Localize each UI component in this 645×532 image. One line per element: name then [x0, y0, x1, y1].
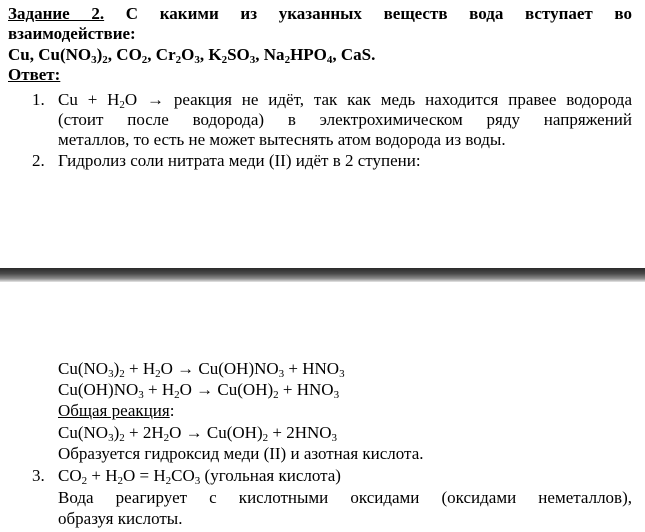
item-number-2: 2. [32, 151, 45, 170]
subscript: 2 [262, 432, 269, 444]
total-reaction-colon: : [169, 401, 175, 420]
subscript: 3 [194, 54, 200, 66]
item-3-line-2: Вода реагирует с кислотными оксидами (оксидами неметаллов), [58, 488, 632, 507]
subscript: 2 [174, 389, 180, 401]
equation-1: $Cu(NO_3)_2 + H_2O \to Cu(OH)NO_3 + HNO_3$ [58, 359, 345, 380]
subscript: 2 [119, 432, 125, 444]
conclusion: Образуется гидроксид меди (II) и азотная кислота. [58, 444, 424, 463]
subscript: 3 [138, 389, 144, 401]
subscript: 3 [339, 368, 345, 380]
subscript: 2 [284, 54, 291, 66]
item-1-line-3: металлов, то есть не может вытеснять атом водорода из воды. [58, 130, 506, 149]
subscript: 2 [119, 368, 125, 380]
subscript: 3 [278, 368, 285, 380]
subscript: 2 [117, 475, 123, 487]
subscript: 3 [331, 432, 338, 444]
equation-3: $Cu(NO_3)_2 + 2H_2O \to Cu(OH)_2 + 2HNO_3$ [58, 423, 338, 444]
item-number-1: 1. [32, 90, 45, 109]
subscript: 2 [163, 432, 170, 444]
subscript: 2 [119, 99, 125, 111]
task-label: Задание 2. [8, 4, 105, 23]
item-1-line-1: $Cu + H_2O$ → реакция не идёт, так как медь находится правее водорода [58, 90, 633, 111]
subscript: 3 [333, 389, 340, 401]
page-break-band [0, 268, 645, 282]
subscript: 2 [175, 54, 182, 66]
item-2-line-1: Гидролиз соли нитрата меди (II) идёт в 2 ступени: [58, 151, 421, 170]
subscript: 3 [91, 54, 97, 66]
task-question-line-2: взаимодействие: [8, 24, 136, 43]
subscript: 2 [273, 389, 279, 401]
subscript: 2 [221, 54, 228, 66]
subscript: 3 [194, 475, 201, 487]
total-reaction-label [58, 401, 174, 421]
item-3-line-3: образуя кислоты. [58, 509, 183, 528]
subscript: 3 [108, 368, 114, 380]
item-1-line-2: (стоит после водорода) в электрохимическом ряду напряжений [58, 110, 632, 129]
equation-2: $Cu(OH)NO_3 + H_2O \to Cu(OH)_2 + HNO_3$ [58, 380, 340, 401]
subscript: 2 [165, 475, 172, 487]
subscript: 3 [249, 54, 256, 66]
total-reaction-text: Общая реакция [58, 401, 170, 420]
subscript: 2 [141, 54, 148, 66]
task-heading [8, 4, 632, 24]
task-question-line-1: С какими из указанных веществ вода вступает во [125, 4, 632, 23]
substances-list: Cu, $Cu(NO_3)_2$, $CO_2$, $Cr_2O_3$, $K_2SO_3$, $Na_2HPO_4$, CaS. [8, 45, 376, 66]
subscript: 2 [102, 54, 108, 66]
item-3-line-1: $CO_2 + H_2O = H_2CO_3$ (угольная кислота) [58, 466, 341, 487]
answer-label: Ответ: [8, 65, 61, 84]
subscript: 3 [108, 432, 114, 444]
subscript: 2 [155, 368, 161, 380]
subscript: 2 [81, 475, 88, 487]
item-number-3: 3. [32, 466, 45, 485]
subscript: 4 [326, 54, 333, 66]
